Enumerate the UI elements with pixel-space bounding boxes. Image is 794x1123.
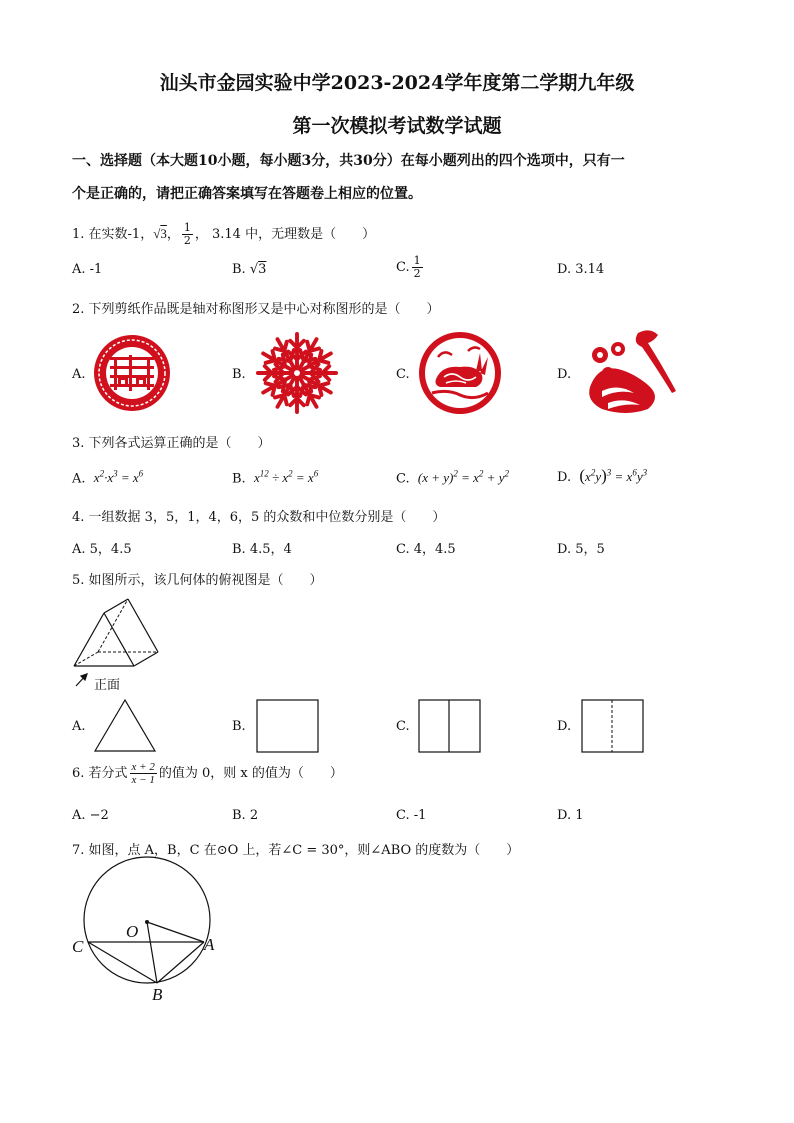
front-label: 正面 — [94, 678, 121, 693]
q1-sqrt-value: 3 — [160, 226, 167, 241]
papercut-rabbit-image — [418, 331, 502, 415]
q5-option-b: B. — [232, 719, 246, 734]
question-6: 6. 若分式 $\frac{x + 2}{x - 1}$ 的值为 0，则 x 的值为（ ） — [72, 761, 343, 786]
point-b-label: B — [152, 985, 163, 1004]
question-4: 4. 一组数据 3，5，1，4，6，5 的众数和中位数分别是（ ） — [72, 510, 446, 525]
exam-title: 汕头市金园实验中学2023-2024学年度第二学期九年级 — [159, 72, 635, 94]
q6-option-a: A. −2 — [72, 808, 109, 823]
section-instruction-line2: 个是正确的，请把正确答案填写在答题卷上相应的位置。 — [72, 186, 422, 202]
triangle-view — [94, 698, 156, 753]
q4-option-a: A. 5，4.5 — [72, 542, 132, 557]
q4-option-d: D. 5，5 — [557, 542, 605, 557]
papercut-snowflake-image — [256, 331, 338, 415]
question-3: 3. 下列各式运算正确的是（ ） — [72, 436, 271, 451]
q3-option-c: C. $(x + y)^2 = x^2 + y^2$ — [396, 469, 509, 487]
q6-option-b: B. 2 — [232, 808, 259, 823]
papercut-double-happiness-image — [92, 333, 172, 413]
rectangle-solid-divider-view — [418, 699, 481, 753]
q5-option-c: C. — [396, 719, 410, 734]
q1-option-b: B. √3 — [232, 262, 267, 277]
papercut-bird-flowers-image — [578, 325, 678, 417]
q1-option-a: A. -1 — [72, 262, 103, 277]
question-2: 2. 下列剪纸作品既是轴对称图形又是中心对称图形的是（ ） — [72, 302, 440, 317]
q1-stem-suffix: ， 3.14 中，无理数是（ ） — [194, 227, 376, 242]
q3-option-a: A. $x^2\cdot x^3 = x^6$ — [72, 469, 144, 487]
q6-option-c: C. -1 — [396, 808, 427, 823]
question-1: 1. 在实数-1，√3， $\frac{1}{2}$ ， 3.14 中，无理数是（ ） — [72, 221, 376, 247]
q4-option-b: B. 4.5，4 — [232, 542, 292, 557]
point-o-label: O — [126, 922, 139, 941]
q6-option-d: D. 1 — [557, 808, 584, 823]
q2-option-d: D. — [557, 367, 572, 382]
q3-option-b: B. $x^{12} \div x^2 = x^6$ — [232, 469, 319, 487]
rectangle-dashed-divider-view — [581, 699, 644, 753]
q1-option-c: C. $\frac{1}{2}$ — [396, 254, 421, 280]
q2-option-a: A. — [72, 367, 86, 382]
rectangle-view — [256, 699, 319, 753]
point-c-label: C — [72, 937, 84, 956]
q5-option-a: A. — [72, 719, 86, 734]
question-7: 7. 如图，点 A，B，C 在⊙O 上，若∠C = 30°，则∠ABO 的度数为（ ） — [72, 843, 520, 858]
section-instruction-line1: 一、选择题（本大题10小题，每小题3分，共30分）在每小题列出的四个选项中，只有一 — [72, 153, 625, 169]
q4-option-c: C. 4，4.5 — [396, 542, 456, 557]
q1-stem-prefix: 1. 在实数-1， — [72, 227, 154, 242]
q5-option-d: D. — [557, 719, 572, 734]
circle-geometry-figure — [70, 862, 220, 1007]
exam-subtitle: 第一次模拟考试数学试题 — [292, 115, 502, 137]
q2-option-b: B. — [232, 367, 246, 382]
q2-option-c: C. — [396, 367, 410, 382]
point-a-label: A — [204, 935, 215, 954]
q1-fraction: $\frac{1}{2}$ — [183, 221, 191, 247]
q6-fraction: $\frac{x + 2}{x - 1}$ — [131, 761, 155, 786]
question-5: 5. 如图所示，该几何体的俯视图是（ ） — [72, 573, 323, 588]
q1-option-d: D. 3.14 — [557, 262, 605, 277]
q3-option-d: D. $(x^2y)^3 = x^6y^3$ — [557, 466, 648, 485]
